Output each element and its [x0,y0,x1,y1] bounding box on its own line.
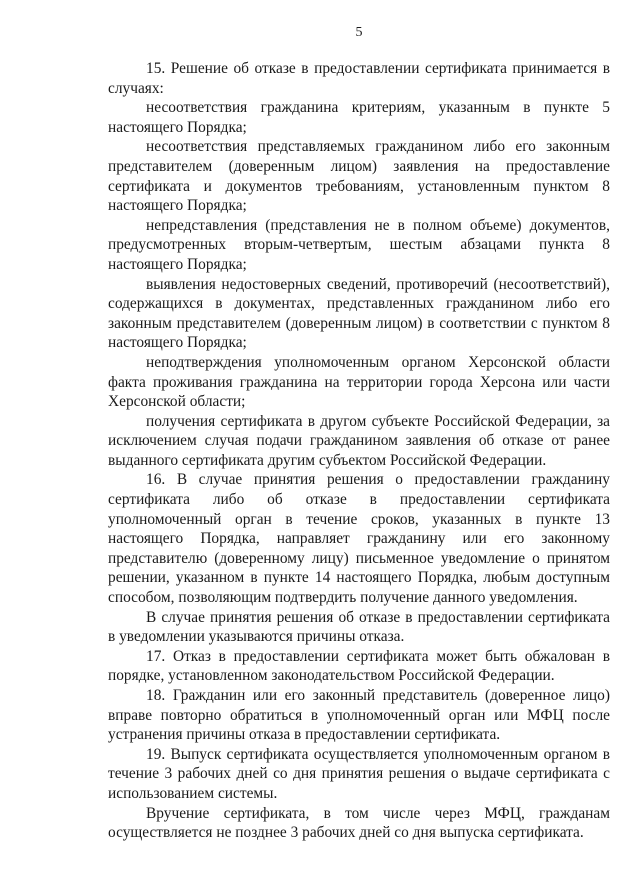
paragraph-other-region-certificate: получения сертификата в другом субъекте Российской Федерации, за исключением случая подачи гражданином заявления об отказе от ранее выданного сертификата другим субъектом Российской Федерации. [108,412,610,469]
paragraph-documents-missing: непредставления (представления не в полном объеме) документов, предусмотренных вторым-четвертым, шестым абзацами пункта 8 настоящего Порядка; [108,216,610,273]
paragraph-item-16: 16. В случае принятия решения о предоставлении гражданину сертификата либо об отказе в предоставлении сертификата уполномоченный орган в течение сроков, указанных в пункте 13 настоящего Порядка, направляет гражданину или его законному представителю (доверенному лицу) письменное уведомление о принятом решении, указанном в пункте 14 настоящего Порядка, любым доступным способом, позволяющим подтвердить получение данного уведомления. [108,471,610,607]
paragraph-item-19: 19. Выпуск сертификата осуществляется уполномоченным органом в течение 3 рабочих дней со дня принятия решения о выдаче сертификата с использованием системы. [108,745,610,802]
paragraph-documents-mismatch: несоответствия представляемых гражданином либо его законным представителем (доверенным лицом) заявления на предоставление сертификата и документов требованиям, установленным пунктом 8 настоящего Порядка; [108,138,610,215]
document-page [108,24,610,843]
paragraph-certificate-delivery: Вручение сертификата, в том числе через МФЦ, гражданам осуществляется не позднее 3 рабочих дней со дня выпуска сертификата. [108,804,610,842]
page-number: 5 [355,25,363,40]
paragraph-item-17: 17. Отказ в предоставлении сертификата может быть обжалован в порядке, установленном законодательством Российской Федерации. [108,647,610,685]
paragraph-false-information: выявления недостоверных сведений, противоречий (несоответствий), содержащихся в документах, представленных гражданином либо его законным представителем (доверенным лицом) в соответствии с пунктом 8 настоящего Порядка; [108,275,610,352]
paragraph-item-15-intro: 15. Решение об отказе в предоставлении сертификата принимается в случаях: [108,60,610,97]
paragraph-refusal-reasons: В случае принятия решения об отказе в предоставлении сертификата в уведомлении указываются причины отказа. [108,608,610,646]
paragraph-residence-unconfirmed: неподтверждения уполномоченным органом Херсонской области факта проживания гражданина на территории города Херсона или части Херсонской области; [108,353,610,411]
paragraph-criteria-mismatch: несоответствия гражданина критериям, указанным в пункте 5 настоящего Порядка; [108,99,610,136]
paragraph-item-18: 18. Гражданин или его законный представитель (доверенное лицо) вправе повторно обратиться в уполномоченный орган или МФЦ после устранения причины отказа в предоставлении сертификата. [108,687,610,744]
